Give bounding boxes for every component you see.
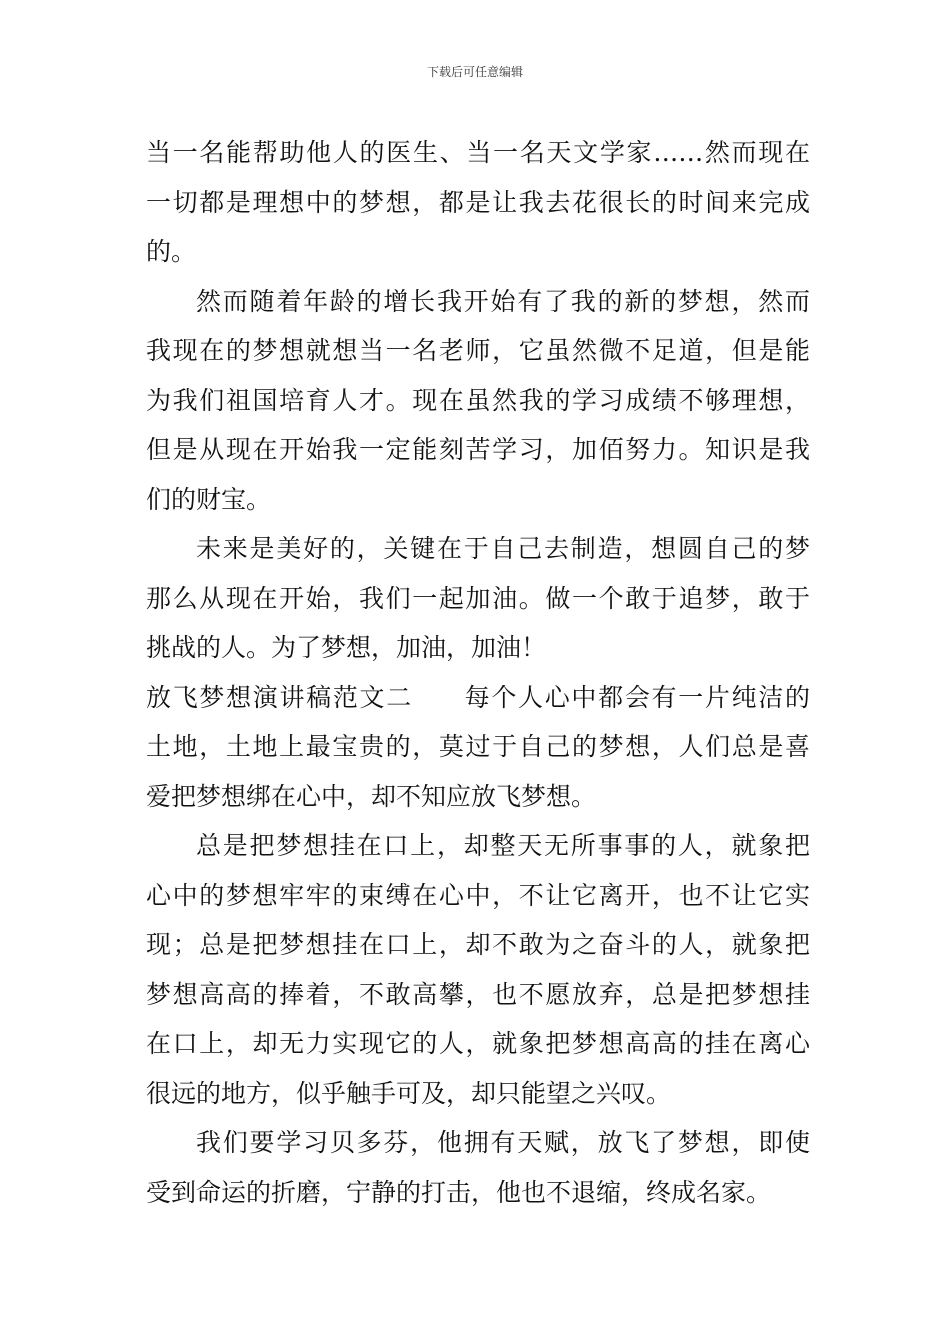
text-line: 很远的地方，似乎触手可及，却只能望之兴叹。 xyxy=(146,1078,672,1108)
text-line: 受到命运的折磨，宁静的打击，他也不退缩，终成名家。 xyxy=(146,1177,772,1207)
paragraph-6 xyxy=(146,1118,810,1217)
page-header-note: 下载后可任意编辑 xyxy=(426,65,523,79)
text-line: 未来是美好的，关键在于自己去制造，想圆自己的梦 xyxy=(196,534,810,563)
text-line: 在口上，却无力实现它的人，就象把梦想高高的挂在离心 xyxy=(146,1029,810,1058)
text-line: 现；总是把梦想挂在口上，却不敢为之奋斗的人，就象把 xyxy=(146,930,810,959)
text-line: 一切都是理想中的梦想，都是让我去花很长的时间来完成 xyxy=(146,187,810,217)
paragraph-5 xyxy=(146,821,810,1118)
text-line: 挑战的人。为了梦想，加油，加油！ xyxy=(146,633,547,662)
text-line: 爱把梦想绑在心中，却不知应放飞梦想。 xyxy=(146,781,597,811)
text-line: 为我们祖国培育人才。现在虽然我的学习成绩不够理想， xyxy=(146,385,810,415)
paragraph-4 xyxy=(146,673,810,822)
text-line: 总是把梦想挂在口上，却整天无所事事的人，就象把 xyxy=(196,831,810,860)
paragraph-1 xyxy=(146,128,810,277)
text-line: 我现在的梦想就想当一名老师，它虽然微不足道，但是能 xyxy=(146,336,810,365)
paragraph-2 xyxy=(146,277,810,525)
paragraph-3 xyxy=(146,524,810,673)
section-title: 放飞梦想演讲稿范文二 xyxy=(146,682,413,712)
document-body xyxy=(146,128,810,1217)
text-line: 土地，土地上最宝贵的，莫过于自己的梦想，人们总是喜 xyxy=(146,732,810,761)
text-line: 当一名能帮助他人的医生、当一名天文学家……然而现在 xyxy=(146,138,810,167)
text-line: 梦想高高的捧着，不敢高攀，也不愿放弃，总是把梦想挂 xyxy=(146,979,810,1009)
text-line: 我们要学习贝多芬，他拥有天赋，放飞了梦想，即使 xyxy=(196,1128,810,1157)
text-line: 那么从现在开始，我们一起加油。做一个敢于追梦，敢于 xyxy=(146,583,810,613)
section-first-text: 每个人心中都会有一片纯洁的 xyxy=(462,682,810,712)
text-line: 心中的梦想牢牢的束缚在心中，不让它离开，也不让它实 xyxy=(146,880,810,910)
text-line: 但是从现在开始我一定能刻苦学习，加佰努力。知识是我 xyxy=(146,435,810,464)
text-line: 然而随着年龄的增长我开始有了我的新的梦想，然而 xyxy=(196,286,810,316)
text-line: 的。 xyxy=(146,237,197,266)
text-line: 们的财宝。 xyxy=(146,484,272,514)
section-heading-line xyxy=(146,673,810,723)
